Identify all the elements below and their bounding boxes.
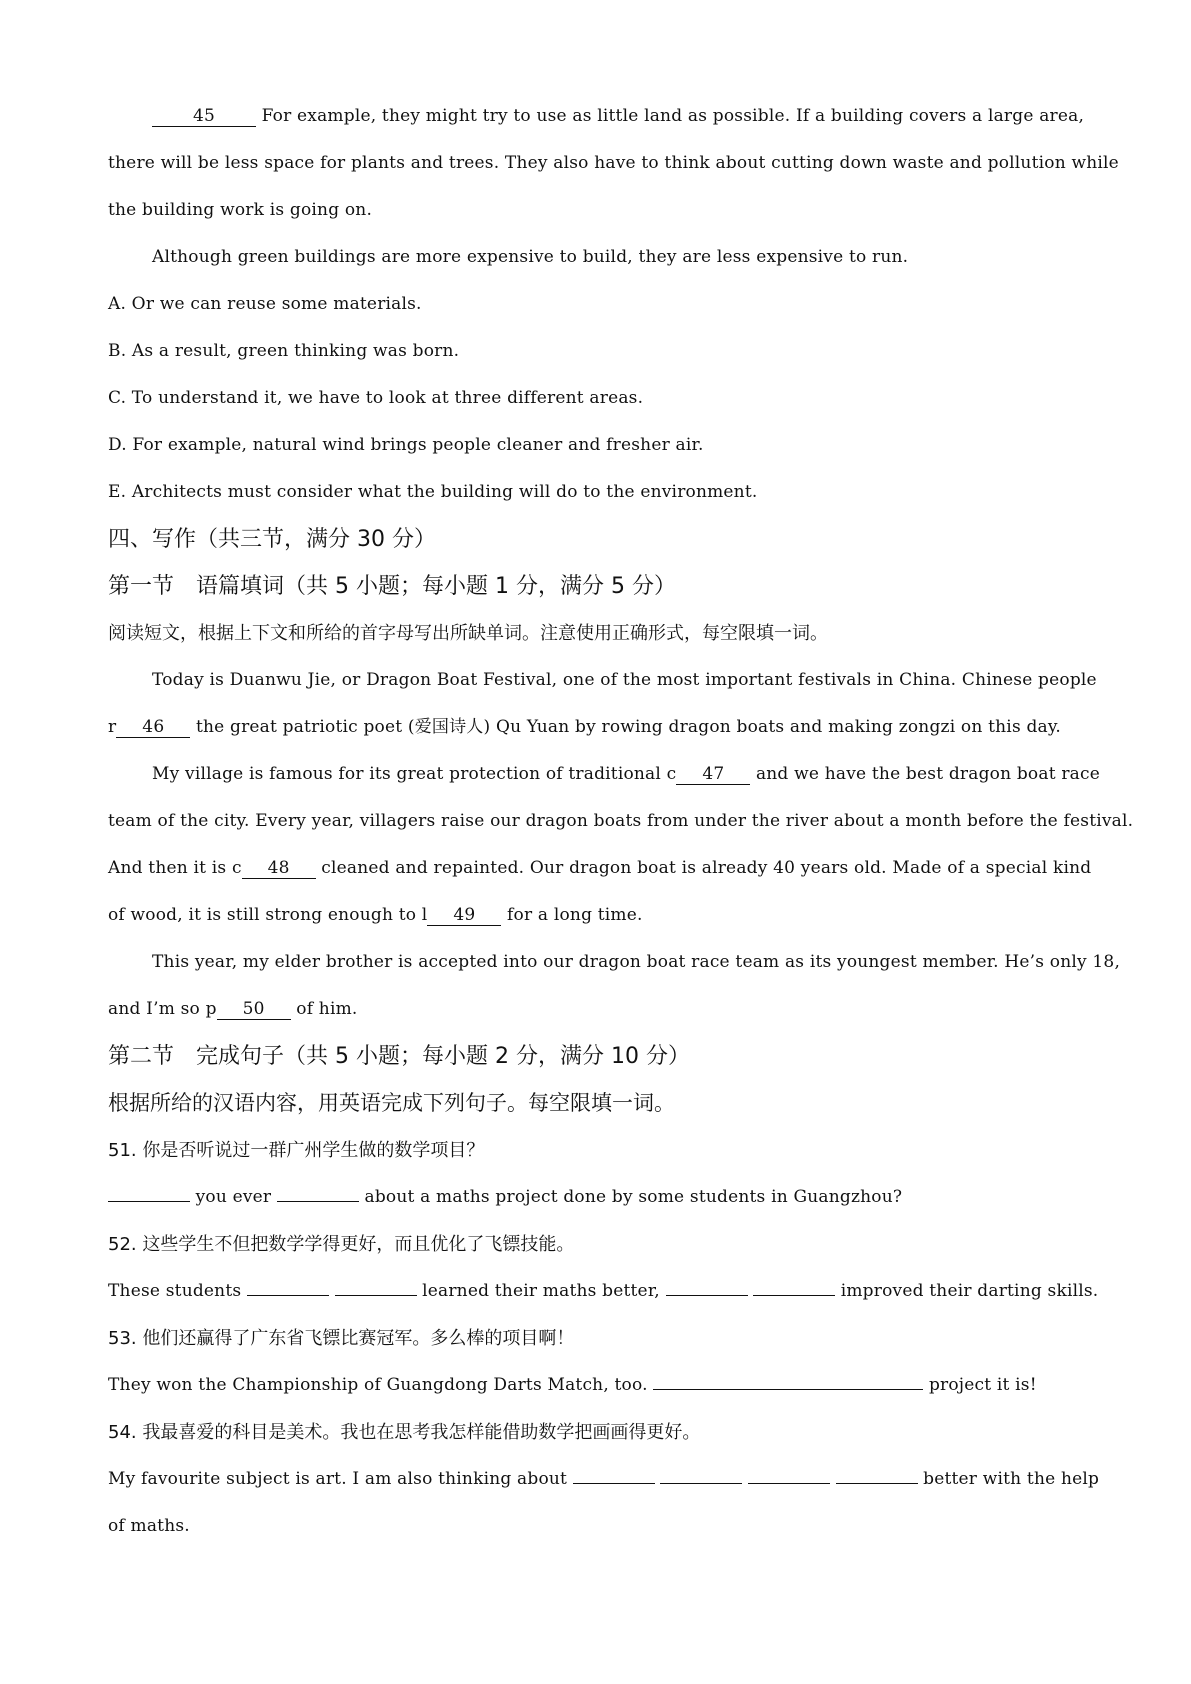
question-53: 53. 他们还赢得了广东省飞镖比赛冠军。多么棒的项目啊！ [108,1328,575,1349]
cloze-line [108,986,1101,1033]
answer-blank-52a[interactable] [247,1277,329,1296]
answer-blank-46[interactable]: 46 [116,717,190,738]
cloze-line: This year, my elder brother is accepted into our dragon boat race team as its youngest member. He’s only 18, [152,952,1121,972]
option-a: A. Or we can reuse some materials. [108,294,422,314]
answer-blank-51b[interactable] [277,1183,359,1202]
reading-line [108,93,1101,140]
cloze-text: My village is famous for its great protection of traditional c [152,764,677,784]
cloze-line: team of the city. Every year, villagers raise our dragon boats from under the river about a month before the festival. [108,811,1134,831]
part2-instruction: 根据所给的汉语内容，用英语完成下列句子。每空限填一词。 [108,1091,675,1115]
part1-title: 第一节 语篇填词（共 5 小题；每小题 1 分，满分 5 分） [108,574,676,599]
answer-blank-54b[interactable] [660,1465,742,1484]
answer-blank-52c[interactable] [666,1277,748,1296]
sentence-text: They won the Championship of Guangdong Darts Match, too. [108,1375,648,1395]
cloze-text: the great patriotic poet (爱国诗人) Qu Yuan by rowing dragon boats and making zongzi on this day. [195,717,1062,737]
answer-line-52 [108,1268,1101,1315]
sentence-text: These students [108,1281,242,1301]
cloze-text: r [108,717,117,737]
question-54: 54. 我最喜爱的科目是美术。我也在思考我怎样能借助数学把画画得更好。 [108,1422,701,1443]
answer-blank-52d[interactable] [753,1277,835,1296]
cloze-text: And then it is c [108,858,242,878]
answer-blank-45[interactable]: 45 [152,106,256,127]
answer-blank-53[interactable] [653,1371,923,1390]
part2-title: 第二节 完成句子（共 5 小题；每小题 2 分，满分 10 分） [108,1044,690,1069]
sentence-text: project it is! [928,1375,1037,1395]
answer-blank-54a[interactable] [573,1465,655,1484]
answer-blank-54c[interactable] [748,1465,830,1484]
answer-blank-54d[interactable] [836,1465,918,1484]
cloze-line [108,845,1101,892]
answer-blank-48[interactable]: 48 [242,858,316,879]
question-51: 51. 你是否听说过一群广州学生做的数学项目？ [108,1140,485,1161]
sentence-text: learned their maths better, [422,1281,660,1301]
sentence-text: you ever [195,1187,272,1207]
sentence-text: My favourite subject is art. I am also thinking about [108,1469,568,1489]
cloze-line [108,751,1101,798]
cloze-text: of him. [296,999,358,1019]
answer-blank-52b[interactable] [335,1277,417,1296]
sentence-text: improved their darting skills. [840,1281,1099,1301]
cloze-text: for a long time. [507,905,643,925]
cloze-line [108,704,1101,751]
option-e: E. Architects must consider what the building will do to the environment. [108,482,758,502]
reading-text: For example, they might try to use as little land as possible. If a building covers a large area, [261,106,1085,126]
reading-line: Although green buildings are more expensive to build, they are less expensive to run. [152,247,909,267]
answer-blank-49[interactable]: 49 [427,905,501,926]
cloze-text: and we have the best dragon boat race [755,764,1100,784]
option-d: D. For example, natural wind brings people cleaner and fresher air. [108,435,704,455]
sentence-text: about a maths project done by some students in Guangzhou? [364,1187,903,1207]
sentence-text: better with the help [923,1469,1100,1489]
cloze-text: and I’m so p [108,999,217,1019]
cloze-line: Today is Duanwu Jie, or Dragon Boat Festival, one of the most important festivals in China. Chinese people [152,670,1097,690]
answer-blank-50[interactable]: 50 [217,999,291,1020]
answer-line-51 [108,1174,1101,1221]
answer-line-54 [108,1456,1101,1503]
section-title: 四、写作（共三节，满分 30 分） [108,527,436,552]
reading-line: there will be less space for plants and trees. They also have to think about cutting down waste and pollution while [108,153,1119,173]
part1-instruction: 阅读短文，根据上下文和所给的首字母写出所缺单词。注意使用正确形式，每空限填一词。 [108,623,828,644]
option-c: C. To understand it, we have to look at three different areas. [108,388,644,408]
cloze-text: of wood, it is still strong enough to l [108,905,428,925]
cloze-line [108,892,1101,939]
cloze-text: cleaned and repainted. Our dragon boat is already 40 years old. Made of a special kind [321,858,1092,878]
answer-line-54-cont: of maths. [108,1516,190,1536]
answer-blank-47[interactable]: 47 [676,764,750,785]
option-b: B. As a result, green thinking was born. [108,341,460,361]
question-52: 52. 这些学生不但把数学学得更好，而且优化了飞镖技能。 [108,1234,575,1255]
answer-blank-51a[interactable] [108,1183,190,1202]
answer-line-53 [108,1362,1101,1409]
reading-line: the building work is going on. [108,200,373,220]
